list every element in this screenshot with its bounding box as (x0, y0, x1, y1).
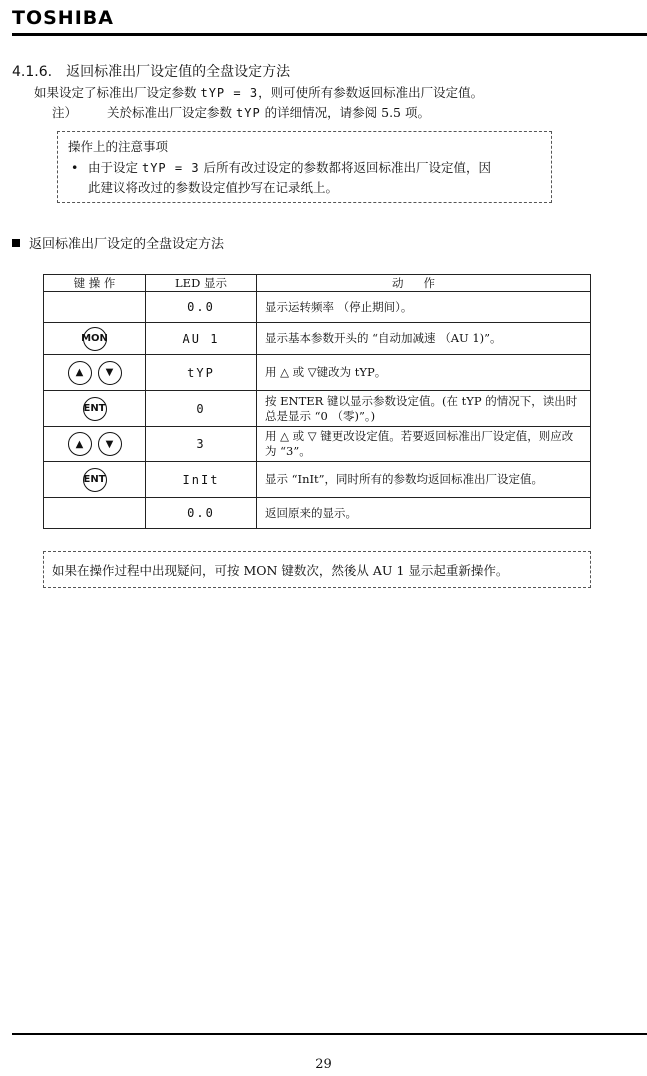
up-arrow-key-icon: ▲ (68, 361, 92, 385)
operation-table (43, 274, 591, 529)
action-cell: 返回原来的显示。 (257, 498, 591, 529)
caution-bullet-after: 后所有改过设定的参数都将返回标准出厂设定值，因 (199, 160, 492, 175)
table-row (44, 427, 591, 462)
down-arrow-key-icon: ▼ (98, 432, 122, 456)
intro-after: ，则可使所有参数返回标准出厂设定值。 (258, 85, 484, 100)
footer-rule (12, 1033, 647, 1035)
caution-bullet (68, 158, 541, 197)
action-cell: 按 ENTER 键以显示参数设定值。(在 tYP 的情况下，读出时总是显示 “0 （零)”。) (257, 391, 591, 427)
action-cell: 显示基本参数开头的 “自动加减速 （AU 1)”。 (257, 323, 591, 355)
key-cell (44, 323, 146, 355)
led-cell (146, 427, 257, 462)
led-cell (146, 323, 257, 355)
caution-bullet-before: 由于设定 (88, 160, 142, 175)
toshiba-logo: TOSHIBA (12, 7, 114, 29)
led-display: 0.0 (187, 300, 215, 314)
section-title (12, 61, 290, 81)
led-display: tYP (187, 365, 215, 380)
note-before: 关於标准出厂设定参数 (107, 105, 236, 120)
led-display: 0 (196, 401, 206, 416)
down-arrow-key-icon: ▼ (98, 361, 122, 385)
led-display: 3 (196, 437, 206, 451)
key-cell (44, 462, 146, 498)
header-led: LED 显示 (146, 275, 257, 292)
led-cell (146, 391, 257, 427)
table-row (44, 391, 591, 427)
intro-text (34, 83, 483, 101)
action-cell: 用 △ 或 ▽键改为 tYP。 (257, 355, 591, 391)
up-arrow-key-icon: ▲ (68, 432, 92, 456)
ent-key-icon: ENT (83, 397, 107, 421)
action-cell: 显示运转频率 （停止期间）。 (257, 292, 591, 323)
section-number: 4.1.6. (12, 64, 53, 80)
table-header-row (44, 275, 591, 292)
typ-code: tYP = 3 (141, 161, 200, 175)
key-cell (44, 391, 146, 427)
typ-code: tYP = 3 (200, 86, 259, 100)
led-display: 0.0 (187, 506, 215, 520)
action-cell: 用 △ 或 ▽ 键更改设定值。若要返回标准出厂设定值，则应改为 “3”。 (257, 427, 591, 462)
caution-box (57, 131, 552, 203)
led-cell (146, 462, 257, 498)
caution-bullet-line2: 此建议将改过的参数设定值抄写在记录纸上。 (88, 180, 339, 195)
key-cell (44, 498, 146, 529)
header-action: 动作 (257, 275, 591, 292)
header-rule (12, 33, 647, 36)
led-cell (146, 292, 257, 323)
table-row (44, 498, 591, 529)
header-key: 键 操 作 (44, 275, 146, 292)
subsection-title (12, 233, 224, 252)
intro-before: 如果设定了标准出厂设定参数 (34, 85, 201, 100)
note-after: 的详细情况，请参阅 5.5 项。 (260, 105, 430, 120)
key-cell (44, 427, 146, 462)
table-row (44, 292, 591, 323)
action-cell: 显示 “InIt”，同时所有的参数均返回标准出厂设定值。 (257, 462, 591, 498)
caution-title: 操作上的注意事项 (68, 139, 169, 154)
mon-key-icon: MON (83, 327, 107, 351)
note-text (52, 103, 430, 121)
ent-key-icon: ENT (83, 468, 107, 492)
section-title-text: 返回标准出厂设定值的全盘设定方法 (66, 64, 291, 80)
led-cell (146, 355, 257, 391)
key-cell (44, 355, 146, 391)
led-display: InIt (182, 472, 220, 487)
table-row (44, 462, 591, 498)
square-bullet-icon (12, 239, 20, 247)
table-row (44, 323, 591, 355)
led-cell (146, 498, 257, 529)
table-row (44, 355, 591, 391)
subsection-title-text: 返回标准出厂设定的全盘设定方法 (29, 237, 225, 252)
footer-note-box: 如果在操作过程中出现疑问，可按 MON 键数次，然後从 AU 1 显示起重新操作。 (43, 551, 591, 588)
typ-code: tYP (236, 106, 261, 120)
key-cell (44, 292, 146, 323)
note-label: 注） (52, 105, 78, 120)
page-number: 29 (315, 1057, 332, 1072)
led-display: AU 1 (182, 331, 220, 346)
